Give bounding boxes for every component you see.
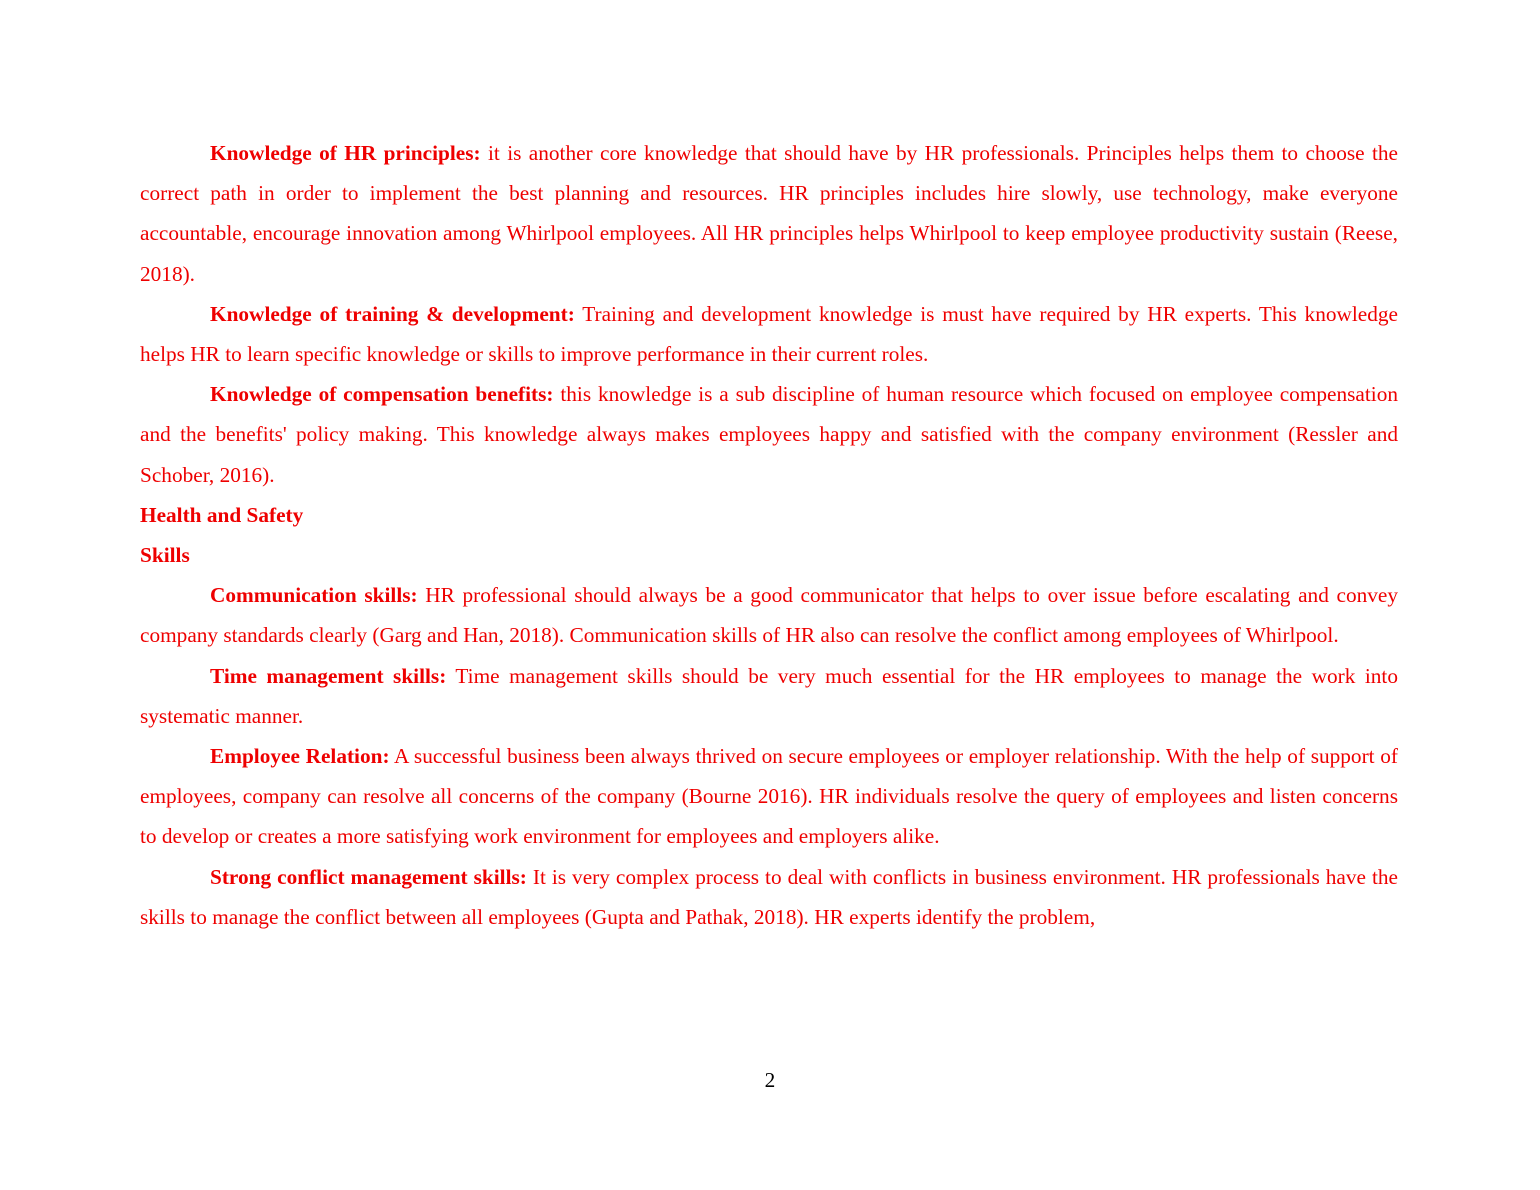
paragraph-body: this knowledge is a sub discipline of human resource which focused on employee compensation and the benefits' policy making. This knowledge always makes employees happy and satisfied with the company environment (Ressler and Schober, 2016).: [140, 382, 1398, 487]
paragraph-body: It is very complex process to deal with conflicts in business environment. HR professionals have the skills to manage the conflict between all employees (Gupta and Pathak, 2018). HR experts identify the problem,: [140, 864, 1398, 929]
paragraph-body: Time management skills should be very much essential for the HR employees to manage the work into systematic manner.: [140, 663, 1398, 728]
paragraph-lead: Communication skills:: [210, 583, 418, 608]
page-number: 2: [764, 1068, 776, 1092]
paragraph-lead: Time management skills:: [210, 663, 447, 688]
paragraph-body: HR professional should always be a good communicator that helps to over issue before escalating and convey company standards clearly (Garg and Han, 2018). Communication skills of HR also can resolve the conflict among employees of Whirlpool.: [140, 583, 1398, 648]
paragraph-employee-relation: [140, 736, 1398, 857]
heading-health-and-safety: Health and Safety: [140, 502, 304, 527]
paragraph-lead: Knowledge of compensation benefits:: [210, 382, 554, 407]
paragraph-body: it is another core knowledge that should have by HR professionals. Principles helps them to choose the correct path in order to implement the best planning and resources. HR principles includes hire slowly, use technology, make everyone accountable, encourage innovation among Whirlpool employees. All HR principles helps Whirlpool to keep employee productivity sustain (Reese, 2018).: [140, 141, 1398, 286]
paragraph-body: Training and development knowledge is must have required by HR experts. This knowledge helps HR to learn specific knowledge or skills to improve performance in their current roles.: [140, 301, 1398, 367]
page-body: [140, 133, 1398, 937]
paragraph-lead: Strong conflict management skills:: [210, 864, 527, 889]
paragraph-lead: Knowledge of training & development:: [210, 301, 575, 326]
paragraph-lead: Knowledge of HR principles:: [210, 141, 481, 165]
paragraph-communication-skills: [140, 575, 1398, 655]
paragraph-conflict-management: [140, 857, 1398, 937]
heading-skills: Skills: [140, 543, 190, 568]
paragraph-compensation-benefits: [140, 374, 1398, 495]
paragraph-body: A successful business been always thrived on secure employees or employer relationship. With the help of support of employees, company can resolve all concerns of the company (Bourne 2016). HR individuals resolve the query of employees and listen concerns to develop or creates a more satisfying work environment for employees and employers alike.: [140, 744, 1398, 849]
paragraph-hr-principles: [140, 133, 1398, 294]
paragraph-time-management: [140, 656, 1398, 736]
paragraph-training-development: [140, 294, 1398, 374]
paragraph-lead: Employee Relation:: [210, 744, 390, 769]
